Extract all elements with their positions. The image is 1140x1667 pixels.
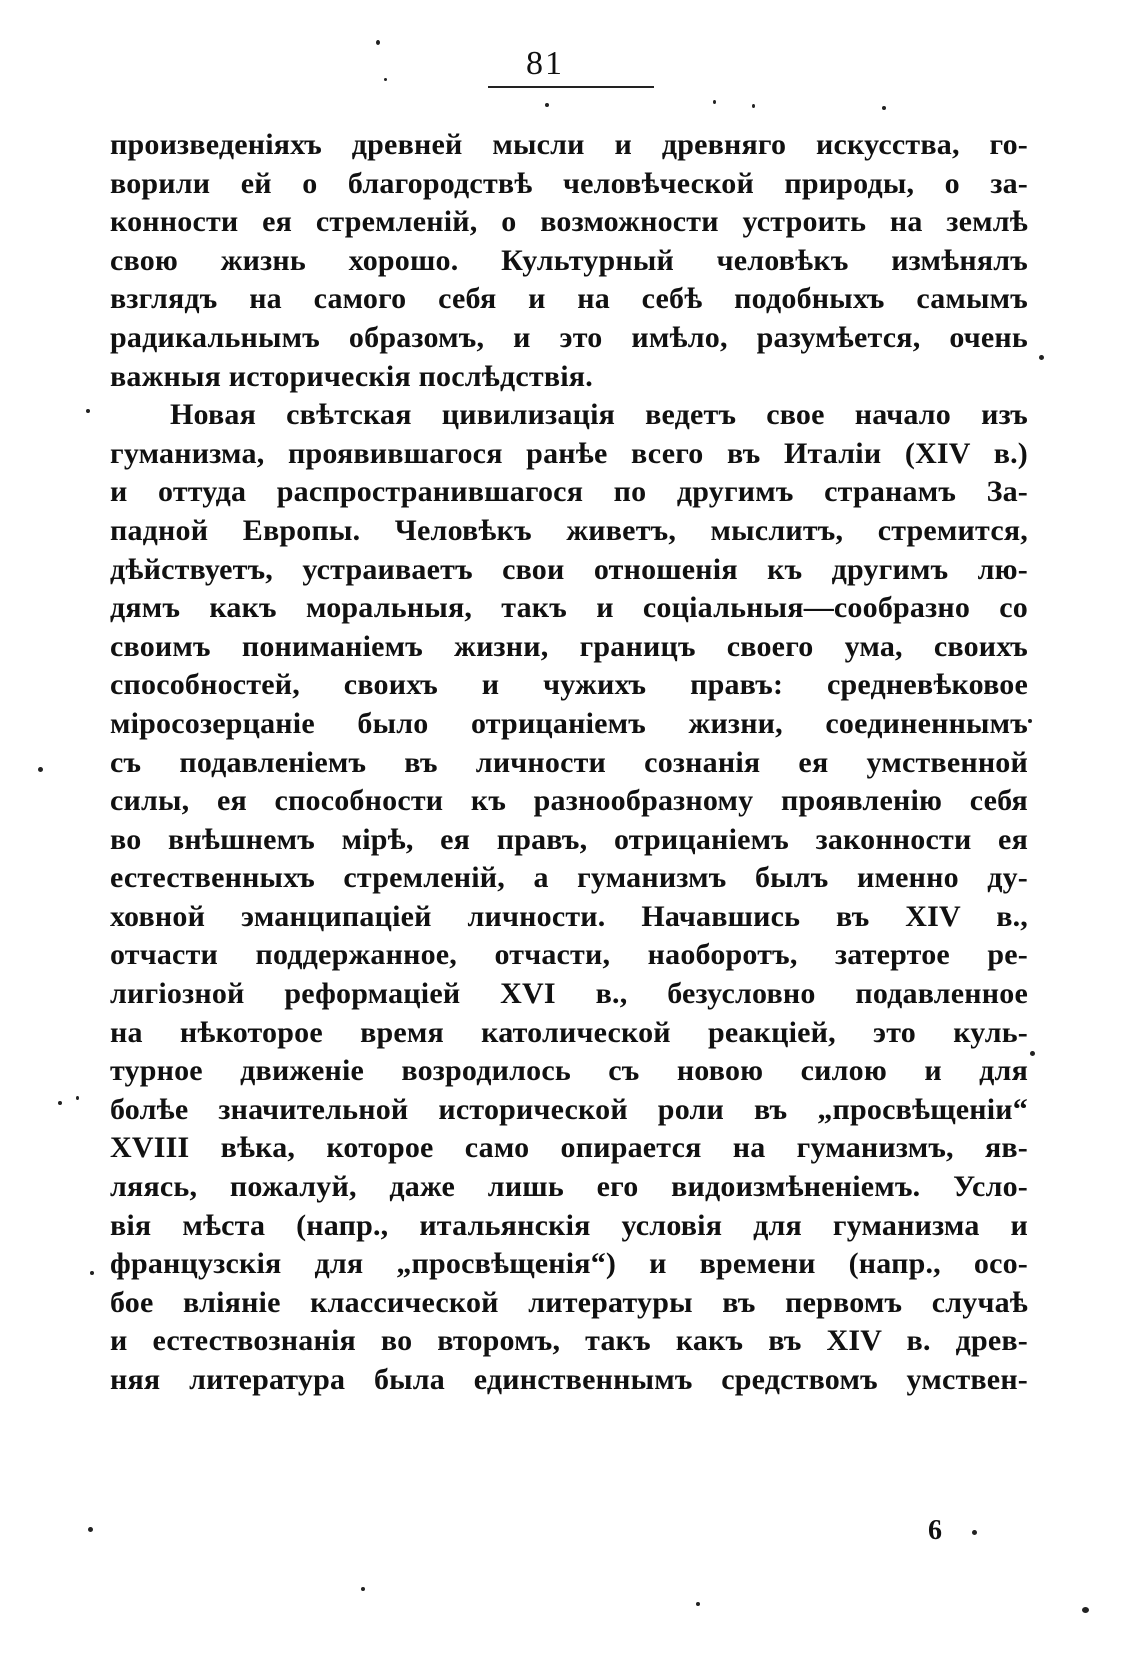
text-line: взглядъ на самого себя и на себѣ подобныхъ самымъ xyxy=(110,282,1028,316)
text-line: конности ея стремленій, о возможности устроить на землѣ xyxy=(110,205,1028,239)
print-speck xyxy=(86,409,90,413)
text-line: отчасти поддержанное, отчасти, наоборотъ, затертое ре- xyxy=(110,938,1028,972)
text-line: силы, ея способности къ разнообразному проявленію себя xyxy=(110,784,1028,818)
text-line: вія мѣста (напр., итальянскія условія для гуманизма и xyxy=(110,1208,1028,1242)
text-line: радикальнымъ образомъ, и это имѣло, разумѣется, очень xyxy=(110,320,1028,354)
print-speck xyxy=(58,1101,62,1105)
text-line: произведеніяхъ древней мысли и древняго искусства, го- xyxy=(110,128,1028,161)
body-text xyxy=(110,126,1028,1400)
text-line: естественныхъ стремленій, а гуманизмъ былъ именно ду- xyxy=(110,861,1028,895)
print-speck xyxy=(972,1530,977,1535)
text-line: гуманизма, проявившагося ранѣе всего въ Италіи (XIV в.) xyxy=(110,436,1028,470)
print-speck xyxy=(713,100,716,104)
text-line: ховной эманципаціей личности. Начавшись въ XIV в., xyxy=(110,899,1028,933)
print-speck xyxy=(376,40,380,45)
text-line: турное движеніе возродилось съ новою силою и для xyxy=(110,1054,1028,1088)
print-speck xyxy=(1028,719,1032,723)
text-line: и естествознанія во второмъ, такъ какъ въ XIV в. древ- xyxy=(110,1324,1028,1358)
text-line: на нѣкоторое время католической реакціей, это куль- xyxy=(110,1015,1028,1049)
text-line: болѣе значительной исторической роли въ „просвѣщеніи“ xyxy=(110,1092,1028,1126)
text-line: своимъ пониманіемъ жизни, границъ своего ума, своихъ xyxy=(110,629,1028,663)
text-line: XVIII вѣка, которое само опирается на гуманизмъ, яв- xyxy=(110,1131,1028,1165)
paragraph-end-line: важныя историческія послѣдствія. xyxy=(110,359,593,393)
text-line: способностей, своихъ и чужихъ правъ: средневѣковое xyxy=(110,668,1028,702)
text-line: съ подавленіемъ въ личности сознанія ея умственной xyxy=(110,745,1028,779)
text-line: свою жизнь хорошо. Культурный человѣкъ измѣнялъ xyxy=(110,243,1028,277)
text-line: ляясь, пожалуй, даже лишь его видоизмѣненіемъ. Усло- xyxy=(110,1170,1028,1204)
text-line: французскія для „просвѣщенія“) и времени (напр., осо- xyxy=(110,1247,1028,1281)
text-line: ворили ей о благородствѣ человѣческой природы, о за- xyxy=(110,166,1028,200)
print-speck xyxy=(1082,1607,1089,1613)
text-line: няя литература была единственнымъ средствомъ умствен- xyxy=(110,1363,1028,1396)
print-speck xyxy=(384,78,387,81)
page-number: 81 xyxy=(526,45,564,82)
text-line: падной Европы. Человѣкъ живетъ, мыслитъ, стремится, xyxy=(110,513,1028,547)
text-line: во внѣшнемъ мірѣ, ея правъ, отрицаніемъ законности ея xyxy=(110,822,1028,856)
paragraph-start-line: Новая свѣтская цивилизація ведетъ свое начало изъ xyxy=(170,398,1028,432)
print-speck xyxy=(38,767,43,772)
print-speck xyxy=(76,1096,79,1100)
print-speck xyxy=(88,1527,93,1532)
print-speck xyxy=(882,106,886,110)
print-speck xyxy=(696,1602,700,1606)
print-speck xyxy=(1030,1051,1035,1056)
print-speck xyxy=(752,104,755,108)
text-line: дямъ какъ моральныя, такъ и соціальныя—сообразно со xyxy=(110,591,1028,625)
print-speck xyxy=(1039,355,1044,360)
text-line: міросозерцаніе было отрицаніемъ жизни, соединеннымъ xyxy=(110,706,1028,740)
signature-mark: 6 xyxy=(928,1515,942,1546)
print-speck xyxy=(545,103,549,107)
text-line: лигіозной реформаціей XVI в., безусловно подавленное xyxy=(110,977,1028,1011)
text-line: и оттуда распространившагося по другимъ странамъ За- xyxy=(110,475,1028,509)
print-speck xyxy=(90,1271,94,1275)
text-line: дѣйствуетъ, устраиваетъ свои отношенія къ другимъ лю- xyxy=(110,552,1028,586)
text-line: бое вліяніе классической литературы въ первомъ случаѣ xyxy=(110,1285,1028,1319)
page-number-rule xyxy=(488,86,654,88)
print-speck xyxy=(361,1587,365,1591)
